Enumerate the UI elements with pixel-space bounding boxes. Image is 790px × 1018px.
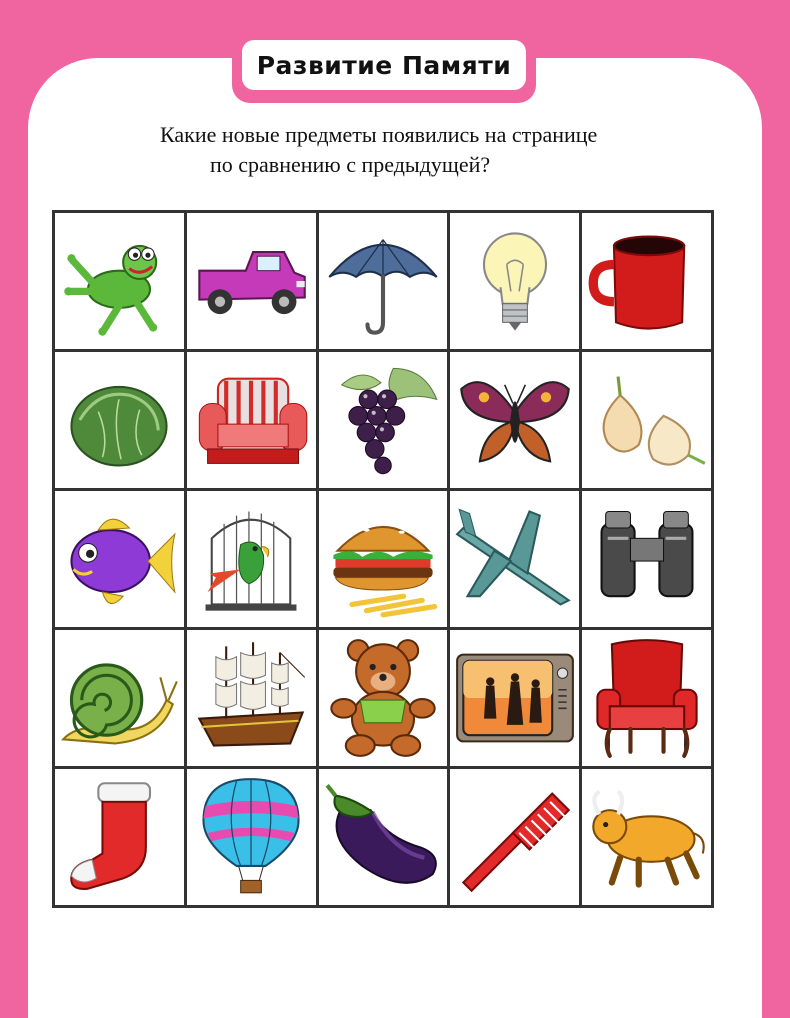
binoculars-icon — [585, 497, 709, 621]
truck-icon — [189, 219, 313, 343]
hot-air-balloon-icon — [189, 775, 313, 899]
airplane-icon — [453, 497, 577, 621]
eggplant-icon — [321, 775, 445, 899]
cell-parrot-cage[interactable] — [187, 491, 316, 627]
cell-lightbulb[interactable] — [450, 213, 579, 349]
cell-fish[interactable] — [55, 491, 184, 627]
mug-icon — [585, 219, 709, 343]
armchair-icon — [189, 358, 313, 482]
picture-grid — [52, 210, 714, 908]
cell-frog[interactable] — [55, 213, 184, 349]
cell-mug[interactable] — [582, 213, 711, 349]
lightbulb-icon — [453, 219, 577, 343]
cell-bull[interactable] — [582, 769, 711, 905]
question-text — [160, 120, 680, 180]
bull-icon — [585, 775, 709, 899]
cell-red-chair[interactable] — [582, 630, 711, 766]
onion-icon — [585, 358, 709, 482]
butterfly-icon — [453, 358, 577, 482]
red-chair-icon — [585, 636, 709, 760]
burger-fries-icon — [321, 497, 445, 621]
teddy-bear-icon — [321, 636, 445, 760]
cell-teddy-bear[interactable] — [319, 630, 448, 766]
sailing-ship-icon — [189, 636, 313, 760]
snail-icon — [57, 636, 181, 760]
cell-truck[interactable] — [187, 213, 316, 349]
cell-binoculars[interactable] — [582, 491, 711, 627]
cell-grapes[interactable] — [319, 352, 448, 488]
umbrella-icon — [321, 219, 445, 343]
fish-icon — [57, 497, 181, 621]
cell-armchair[interactable] — [187, 352, 316, 488]
parrot-cage-icon — [189, 497, 313, 621]
cell-airplane[interactable] — [450, 491, 579, 627]
page-title: Развитие Памяти — [256, 50, 512, 80]
question-line-2: по сравнению с предыдущей? — [210, 152, 491, 177]
cabbage-icon — [57, 358, 181, 482]
comb-icon — [453, 775, 577, 899]
cell-umbrella[interactable] — [319, 213, 448, 349]
tv-icon — [453, 636, 577, 760]
title-box — [242, 40, 526, 90]
cell-burger-fries[interactable] — [319, 491, 448, 627]
cell-stocking[interactable] — [55, 769, 184, 905]
question-line-1: Какие новые предметы появились на странице — [160, 122, 598, 147]
stocking-icon — [57, 775, 181, 899]
grapes-icon — [321, 358, 445, 482]
cell-comb[interactable] — [450, 769, 579, 905]
frog-icon — [57, 219, 181, 343]
cell-sailing-ship[interactable] — [187, 630, 316, 766]
cell-hot-air-balloon[interactable] — [187, 769, 316, 905]
cell-cabbage[interactable] — [55, 352, 184, 488]
cell-onion[interactable] — [582, 352, 711, 488]
cell-butterfly[interactable] — [450, 352, 579, 488]
cell-tv[interactable] — [450, 630, 579, 766]
cell-eggplant[interactable] — [319, 769, 448, 905]
cell-snail[interactable] — [55, 630, 184, 766]
